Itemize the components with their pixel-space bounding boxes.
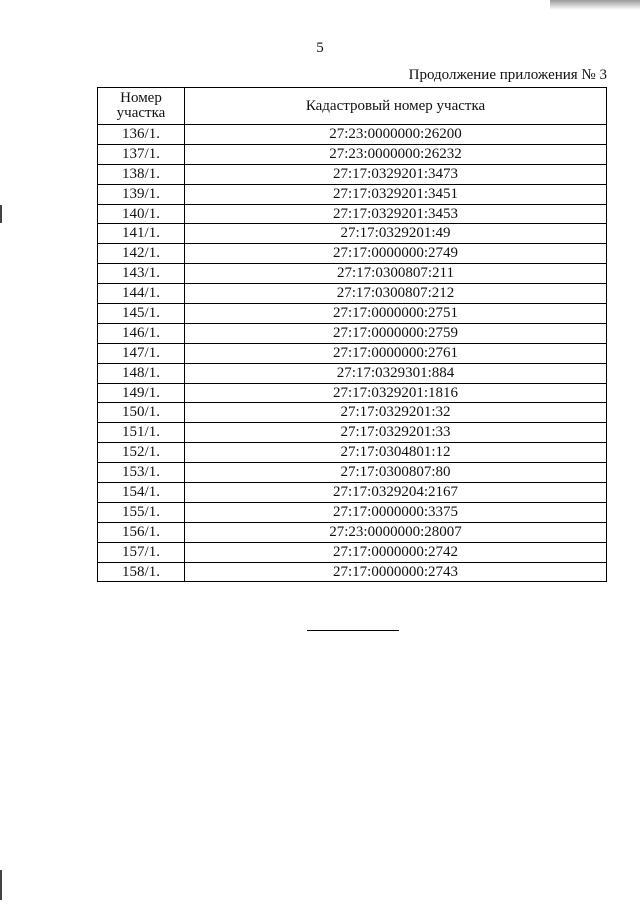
- parcel-number-cell: 144/1.: [98, 284, 185, 304]
- table-row: [98, 144, 607, 164]
- table-row: [98, 264, 607, 284]
- parcel-number-header-line1: Номер: [120, 90, 162, 106]
- table-row: [98, 483, 607, 503]
- parcel-number-cell: 158/1.: [98, 562, 185, 582]
- table-row: [98, 403, 607, 423]
- cadastral-number-cell: 27:23:0000000:26200: [185, 125, 607, 145]
- parcel-number-cell: 154/1.: [98, 483, 185, 503]
- table-row: [98, 423, 607, 443]
- scan-edge-mark-bottom: [0, 870, 2, 900]
- cadastral-number-cell: 27:17:0329204:2167: [185, 483, 607, 503]
- parcel-number-cell: 143/1.: [98, 264, 185, 284]
- table-row: [98, 383, 607, 403]
- table-row: [98, 304, 607, 324]
- parcel-number-cell: 145/1.: [98, 304, 185, 324]
- parcel-number-cell: 140/1.: [98, 204, 185, 224]
- cadastral-number-cell: 27:17:0329201:33: [185, 423, 607, 443]
- cadastral-number-cell: 27:17:0000000:2743: [185, 562, 607, 582]
- table-row: [98, 363, 607, 383]
- parcel-number-cell: 139/1.: [98, 184, 185, 204]
- cadastral-number-cell: 27:17:0000000:2751: [185, 304, 607, 324]
- parcel-number-cell: 151/1.: [98, 423, 185, 443]
- cadastral-number-cell: 27:17:0000000:2742: [185, 542, 607, 562]
- parcel-number-cell: 150/1.: [98, 403, 185, 423]
- cadastral-number-cell: 27:17:0329201:3453: [185, 204, 607, 224]
- parcel-number-cell: 157/1.: [98, 542, 185, 562]
- table-header-row: [98, 88, 607, 125]
- cadastral-number-cell: 27:17:0329201:32: [185, 403, 607, 423]
- parcel-number-cell: 137/1.: [98, 144, 185, 164]
- table-row: [98, 562, 607, 582]
- cadastral-number-cell: 27:17:0329201:3473: [185, 164, 607, 184]
- parcel-number-cell: 156/1.: [98, 522, 185, 542]
- table-row: [98, 224, 607, 244]
- cadastral-number-cell: 27:17:0300807:212: [185, 284, 607, 304]
- cadastral-number-cell: 27:17:0300807:211: [185, 264, 607, 284]
- cadastral-number-cell: 27:17:0000000:3375: [185, 502, 607, 522]
- cadastral-number-cell: 27:17:0329201:3451: [185, 184, 607, 204]
- cadastral-number-cell: 27:17:0329201:49: [185, 224, 607, 244]
- table-row: [98, 463, 607, 483]
- parcel-number-cell: 147/1.: [98, 343, 185, 363]
- cadastral-number-cell: 27:17:0000000:2749: [185, 244, 607, 264]
- scan-edge-mark: [0, 205, 2, 223]
- parcel-number-cell: 149/1.: [98, 383, 185, 403]
- parcel-number-cell: 155/1.: [98, 502, 185, 522]
- cadastral-number-cell: 27:17:0300807:80: [185, 463, 607, 483]
- cadastral-number-cell: 27:17:0000000:2761: [185, 343, 607, 363]
- table-row: [98, 522, 607, 542]
- cadastral-number-cell: 27:17:0304801:12: [185, 443, 607, 463]
- table-row: [98, 244, 607, 264]
- table-row: [98, 284, 607, 304]
- appendix-continuation-note: Продолжение приложения № 3: [408, 67, 607, 83]
- table-row: [98, 184, 607, 204]
- parcel-number-header-line2: участка: [116, 105, 166, 121]
- table-row: [98, 542, 607, 562]
- parcel-number-cell: 146/1.: [98, 323, 185, 343]
- table-row: [98, 204, 607, 224]
- table-row: [98, 323, 607, 343]
- parcel-number-cell: 141/1.: [98, 224, 185, 244]
- scan-edge-shadow: [550, 0, 640, 10]
- end-of-document-rule: [307, 630, 399, 631]
- table-body: [98, 125, 607, 582]
- cadastral-number-cell: 27:23:0000000:26232: [185, 144, 607, 164]
- table-row: [98, 443, 607, 463]
- parcel-number-cell: 142/1.: [98, 244, 185, 264]
- cadastral-parcels-table: [97, 87, 607, 582]
- parcel-number-cell: 152/1.: [98, 443, 185, 463]
- page-number: 5: [316, 40, 324, 56]
- table-row: [98, 343, 607, 363]
- parcel-number-cell: 148/1.: [98, 363, 185, 383]
- table-row: [98, 125, 607, 145]
- cadastral-number-cell: 27:17:0000000:2759: [185, 323, 607, 343]
- cadastral-number-cell: 27:23:0000000:28007: [185, 522, 607, 542]
- table-row: [98, 164, 607, 184]
- cadastral-number-cell: 27:17:0329301:884: [185, 363, 607, 383]
- parcel-number-cell: 153/1.: [98, 463, 185, 483]
- cadastral-number-cell: 27:17:0329201:1816: [185, 383, 607, 403]
- parcel-number-cell: 138/1.: [98, 164, 185, 184]
- cadastral-number-header: Кадастровый номер участка: [185, 88, 607, 125]
- parcel-number-header: [98, 88, 185, 125]
- table-row: [98, 502, 607, 522]
- parcel-number-cell: 136/1.: [98, 125, 185, 145]
